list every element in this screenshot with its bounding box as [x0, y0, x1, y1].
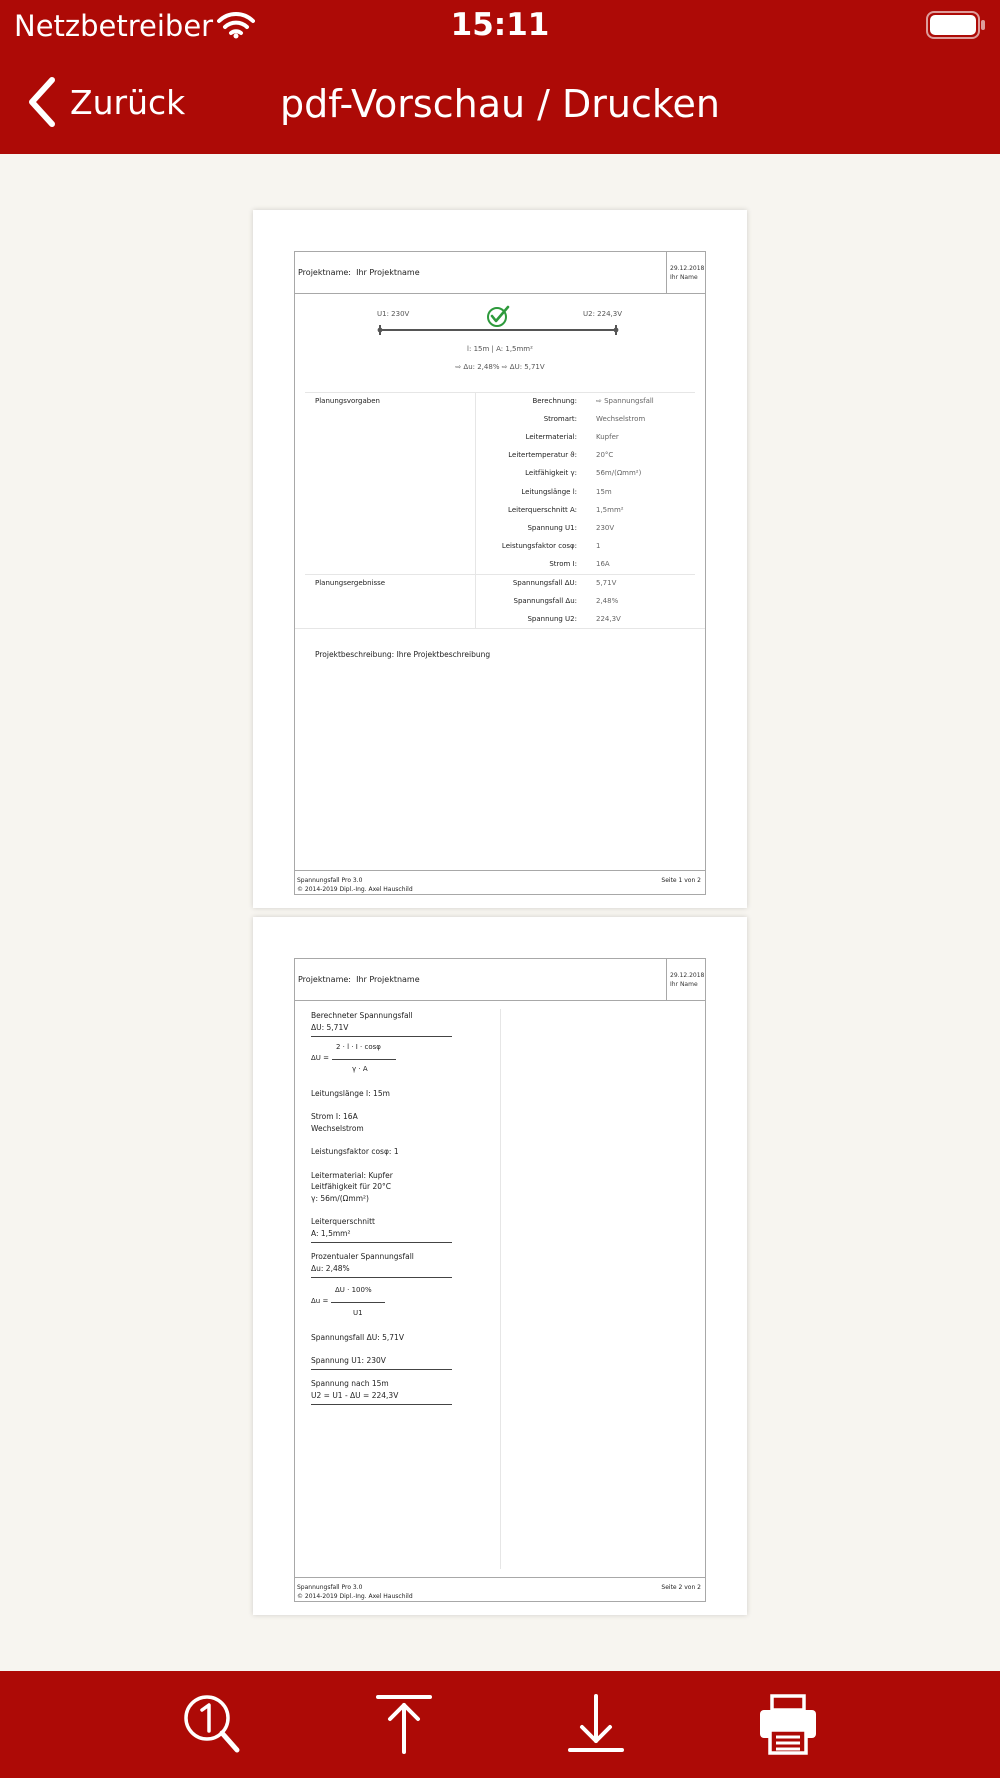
param-label: Stromart: [543, 415, 577, 423]
param-label: Strom I: [549, 560, 577, 568]
formula-lhs: Δu = [311, 1297, 329, 1305]
param-label: Leitfähigkeit γ: [525, 469, 577, 477]
divider [311, 1369, 452, 1370]
scroll-top-icon[interactable] [374, 1693, 434, 1755]
scroll-bottom-icon[interactable] [566, 1693, 626, 1755]
divider [475, 392, 476, 628]
calc-line: U2 = U1 - ΔU = 224,3V [311, 1391, 399, 1400]
divider [311, 1036, 452, 1037]
calc-line: γ: 56m/(Ωmm²) [311, 1194, 369, 1203]
calculation-steps [295, 1001, 705, 1577]
carrier-label: Netzbetreiber [14, 9, 214, 43]
param-label: Spannung U1: [527, 524, 577, 532]
project-name: Projektname: Ihr Projektname [298, 268, 420, 277]
divider [305, 392, 695, 393]
u1-label: U1: 230V [377, 310, 410, 318]
result-value: 224,3V [596, 615, 621, 623]
formula-numerator: 2 · l · I · cosφ [336, 1043, 381, 1051]
page-footer [295, 1577, 705, 1603]
printer-icon[interactable] [758, 1693, 818, 1755]
document-date: 29.12.2018 [670, 972, 705, 979]
divider [305, 574, 695, 575]
divider [332, 1059, 396, 1060]
author-name: Ihr Name [670, 274, 698, 281]
page-title: pdf-Vorschau / Drucken [279, 82, 721, 126]
divider [295, 628, 705, 629]
calc-line: Leitfähigkeit für 20°C [311, 1182, 392, 1191]
formula-denominator: U1 [353, 1309, 363, 1317]
calc-line: Prozentualer Spannungsfall [311, 1252, 414, 1261]
calc-line: Leistungsfaktor cosφ: 1 [311, 1147, 399, 1156]
result-label: Spannungsfall ΔU: [512, 579, 577, 587]
calc-line: Leitungslänge l: 15m [311, 1089, 390, 1098]
calc-line: Strom I: 16A [311, 1112, 358, 1121]
calc-line: Spannung U1: 230V [311, 1356, 386, 1365]
calc-line: ΔU: 5,71V [311, 1023, 349, 1032]
param-value: 15m [596, 488, 612, 496]
calc-line: Leitermaterial: Kupfer [311, 1171, 393, 1180]
u2-label: U2: 224,3V [583, 310, 622, 318]
page-frame [294, 958, 706, 1602]
result-value: 2,48% [596, 597, 619, 605]
document-date: 29.12.2018 [670, 265, 705, 272]
calc-line: Berechneter Spannungsfall [311, 1011, 413, 1020]
divider [331, 1302, 385, 1303]
pdf-page-1[interactable] [253, 210, 747, 908]
param-value: 20°C [596, 451, 614, 459]
cable-line-icon [377, 325, 619, 335]
param-value: 56m/(Ωmm²) [596, 469, 642, 477]
formula-denominator: γ · A [352, 1065, 368, 1073]
page-frame [294, 251, 706, 895]
param-value: ⇨ Spannungsfall [596, 397, 654, 405]
line-info: l: 15m | A: 1,5mm² [467, 345, 533, 353]
section-inputs-label: Planungsvorgaben [315, 397, 380, 405]
zoom-fit-icon[interactable] [182, 1693, 242, 1755]
param-label: Leitungslänge l: [521, 488, 577, 496]
footer-copyright: © 2014-2019 Dipl.-Ing. Axel Hauschild [297, 886, 413, 893]
divider [311, 1404, 452, 1405]
calc-line: Spannungsfall ΔU: 5,71V [311, 1333, 404, 1342]
param-label: Leiterquerschnitt A: [508, 506, 577, 514]
page-footer [295, 870, 705, 896]
author-name: Ihr Name [670, 981, 698, 988]
project-description: Projektbeschreibung: Ihre Projektbeschreibung [315, 650, 491, 659]
param-value: Wechselstrom [596, 415, 646, 423]
section-results-label: Planungsergebnisse [315, 579, 386, 587]
param-label: Leistungsfaktor cosφ: [501, 542, 577, 550]
result-label: Spannungsfall Δu: [513, 597, 577, 605]
back-button-label: Zurück [70, 82, 186, 122]
pdf-page-2[interactable] [253, 917, 747, 1615]
navigation-bar [0, 0, 1000, 154]
divider [666, 959, 667, 1000]
param-label: Leitertemperatur ϑ: [508, 451, 577, 459]
result-value: 5,71V [596, 579, 617, 587]
page-header [295, 252, 705, 294]
status-time: 15:11 [450, 7, 550, 43]
calc-line: A: 1,5mm² [311, 1229, 351, 1238]
param-value: 1,5mm² [596, 506, 624, 514]
param-value: 1 [596, 542, 601, 550]
circuit-diagram [295, 294, 705, 389]
page-number: Seite 1 von 2 [661, 877, 701, 884]
param-value: 16A [596, 560, 610, 568]
param-value: 230V [596, 524, 615, 532]
footer-app-name: Spannungsfall Pro 3.0 [297, 877, 363, 884]
bottom-toolbar [0, 1671, 1000, 1778]
calc-line: Spannung nach 15m [311, 1379, 389, 1388]
divider [666, 252, 667, 293]
calc-line: Leiterquerschnitt [311, 1217, 375, 1226]
param-label: Leitermaterial: [525, 433, 577, 441]
footer-app-name: Spannungsfall Pro 3.0 [297, 1584, 363, 1591]
param-label: Berechnung: [532, 397, 577, 405]
battery-icon [926, 11, 986, 39]
divider [500, 1009, 501, 1569]
divider [311, 1277, 452, 1278]
result-label: Spannung U2: [527, 615, 577, 623]
voltage-drop-info: ⇨ Δu: 2,48% ⇨ ΔU: 5,71V [455, 363, 545, 371]
page-number: Seite 2 von 2 [661, 1584, 701, 1591]
calc-line: Δu: 2,48% [311, 1264, 350, 1273]
page-header [295, 959, 705, 1001]
formula-numerator: ΔU · 100% [335, 1286, 372, 1294]
divider [311, 1242, 452, 1243]
param-value: Kupfer [596, 433, 619, 441]
project-name: Projektname: Ihr Projektname [298, 975, 420, 984]
calc-line: Wechselstrom [311, 1124, 364, 1133]
footer-copyright: © 2014-2019 Dipl.-Ing. Axel Hauschild [297, 1593, 413, 1600]
formula-lhs: ΔU = [311, 1054, 330, 1062]
